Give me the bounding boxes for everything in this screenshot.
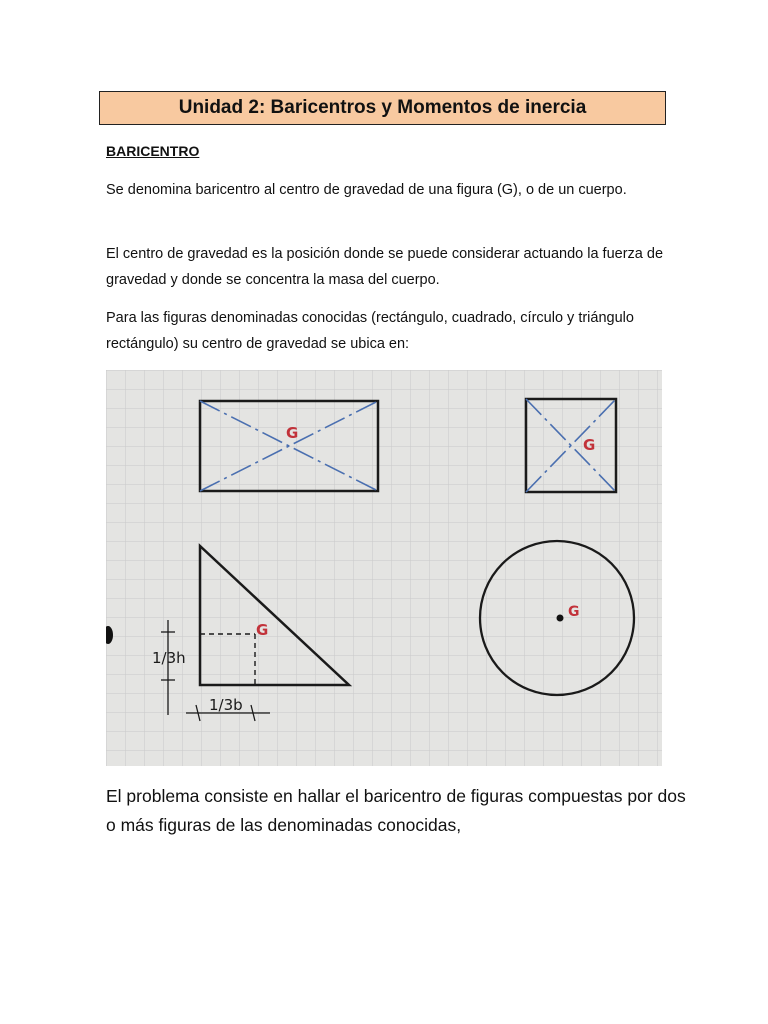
centroid-figure-photo — [106, 370, 662, 766]
section-heading: BARICENTRO — [106, 143, 200, 159]
height-label: 1/3h — [152, 649, 186, 667]
triangle-g-label: G — [256, 621, 269, 639]
grid-lines — [106, 370, 662, 766]
paragraph-definition: Se denomina baricentro al centro de gravedad de una figura (G), o de un cuerpo. — [106, 182, 627, 198]
page-title-text: Unidad 2: Baricentros y Momentos de inercia — [178, 97, 587, 118]
paragraph-known-figures: Para las figuras denominadas conocidas (rectángulo, cuadrado, círculo y triángulo rectángulo) su centro de gravedad se ubica en: — [106, 310, 634, 352]
base-label: 1/3b — [209, 696, 243, 714]
circle-g-label: G — [568, 604, 580, 620]
square-g-label: G — [583, 436, 596, 454]
circle-center-dot — [557, 615, 564, 622]
paragraph-center-of-gravity: El centro de gravedad es la posición donde se puede considerar actuando la fuerza de gravedad y donde se concentra la masa del cuerpo. — [106, 246, 664, 288]
paragraph-problem: El problema consiste en hallar el baricentro de figuras compuestas por dos o más figuras de las denominadas conocidas, — [106, 786, 686, 835]
centroid-diagram — [106, 370, 662, 766]
rectangle-g-label: G — [286, 424, 299, 442]
page-title — [99, 91, 666, 125]
